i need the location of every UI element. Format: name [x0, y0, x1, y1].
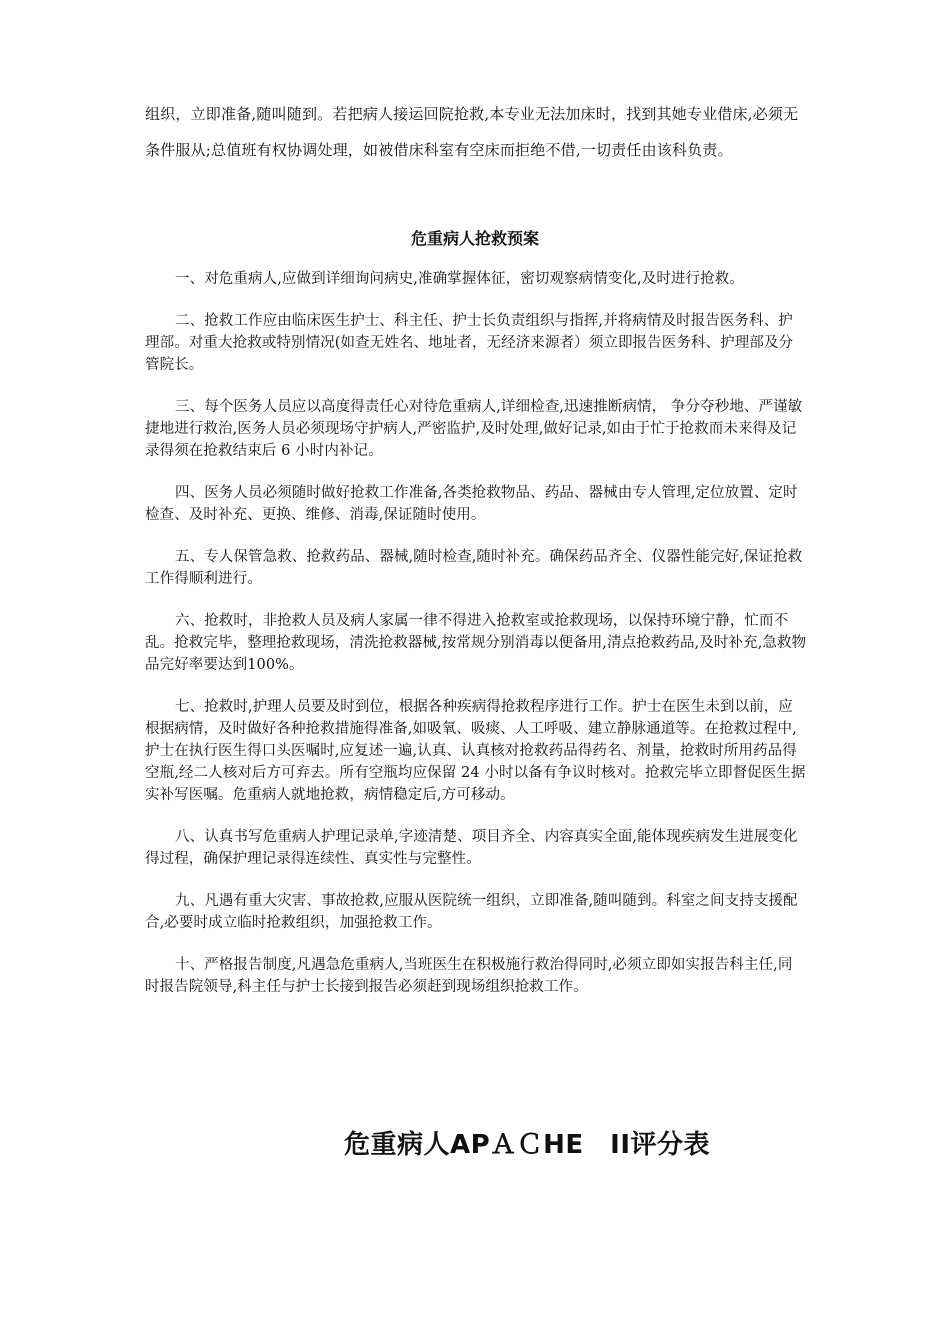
list-item: 八、认真书写危重病人护理记录单,字迹清楚、项目齐全、内容真实全面,能体现疾病发生进展变化得过程，确保护理记录得连续性、真实性与完整性。	[145, 829, 798, 867]
apache-score-title: 危重病人APＡＣHE II评分表	[343, 1130, 711, 1160]
list-item: 一、对危重病人,应做到详细询问病史,准确掌握体征，密切观察病情变化,及时进行抢救。	[175, 271, 744, 287]
rescue-plan-list	[145, 268, 807, 1018]
section-title: 危重病人抢救预案	[410, 229, 539, 248]
list-item: 二、抢救工作应由临床医生护士、科主任、护士长负责组织与指挥,并将病情及时报告医务科、护理部。对重大抢救或特别情况(如查无姓名、地址者，无经济来源者）须立即报告医务科、护理部及分管院长。	[145, 313, 794, 373]
list-item: 六、抢救时，非抢救人员及病人家属一律不得进入抢救室或抢救现场，以保持环境宁静，忙而不乱。抢救完毕，整理抢救现场，清洗抢救器械,按常规分别消毒以便备用,清点抢救药品,及时补充,急救物品完好率要达到100%。	[145, 613, 807, 673]
list-item: 三、每个医务人员应以高度得责任心对待危重病人,详细检查,迅速推断病情， 争分夺秒地、严谨敏捷地进行救治,医务人员必须现场守护病人,严密监护,及时处理,做好记录,如由于忙于抢救而未来得及记录得须在抢救结束后 6 小时内补记。	[145, 399, 803, 459]
intro-paragraph: 组织，立即准备,随叫随到。若把病人接运回院抢救,本专业无法加床时，找到其她专业借床,必须无条件服从;总值班有权协调处理，如被借床科室有空床而拒绝不借,一切责任由该科负责。	[145, 105, 799, 159]
list-item: 四、医务人员必须随时做好抢救工作准备,各类抢救物品、药品、器械由专人管理,定位放置、定时检查、及时补充、更换、维修、消毒,保证随时使用。	[145, 485, 798, 523]
list-item: 七、抢救时,护理人员要及时到位，根据各种疾病得抢救程序进行工作。护士在医生未到以前，应根据病情，及时做好各种抢救措施得准备,如吸氧、吸痰、人工呼吸、建立静脉通道等。在抢救过程中,护士在执行医生得口头医嘱时,应复述一遍,认真、认真核对抢救药品得药名、剂量，抢救时所用药品得空瓶,经二人核对后方可弃去。所有空瓶均应保留 24 小时以备有争议时核对。抢救完毕立即督促医生据实补写医嘱。危重病人就地抢救，病情稳定后,方可移动。	[145, 699, 806, 803]
list-item: 九、凡遇有重大灾害、事故抢救,应服从医院统一组织，立即准备,随叫随到。科室之间支持支援配合,必要时成立临时抢救组织，加强抢救工作。	[145, 893, 798, 931]
list-item: 五、专人保管急救、抢救药品、器械,随时检查,随时补充。确保药品齐全、仪器性能完好,保证抢救工作得顺利进行。	[145, 549, 803, 587]
list-item: 十、严格报告制度,凡遇急危重病人,当班医生在积极施行救治得同时,必须立即如实报告科主任,同时报告院领导,科主任与护士长接到报告必须赶到现场组织抢救工作。	[145, 957, 793, 995]
